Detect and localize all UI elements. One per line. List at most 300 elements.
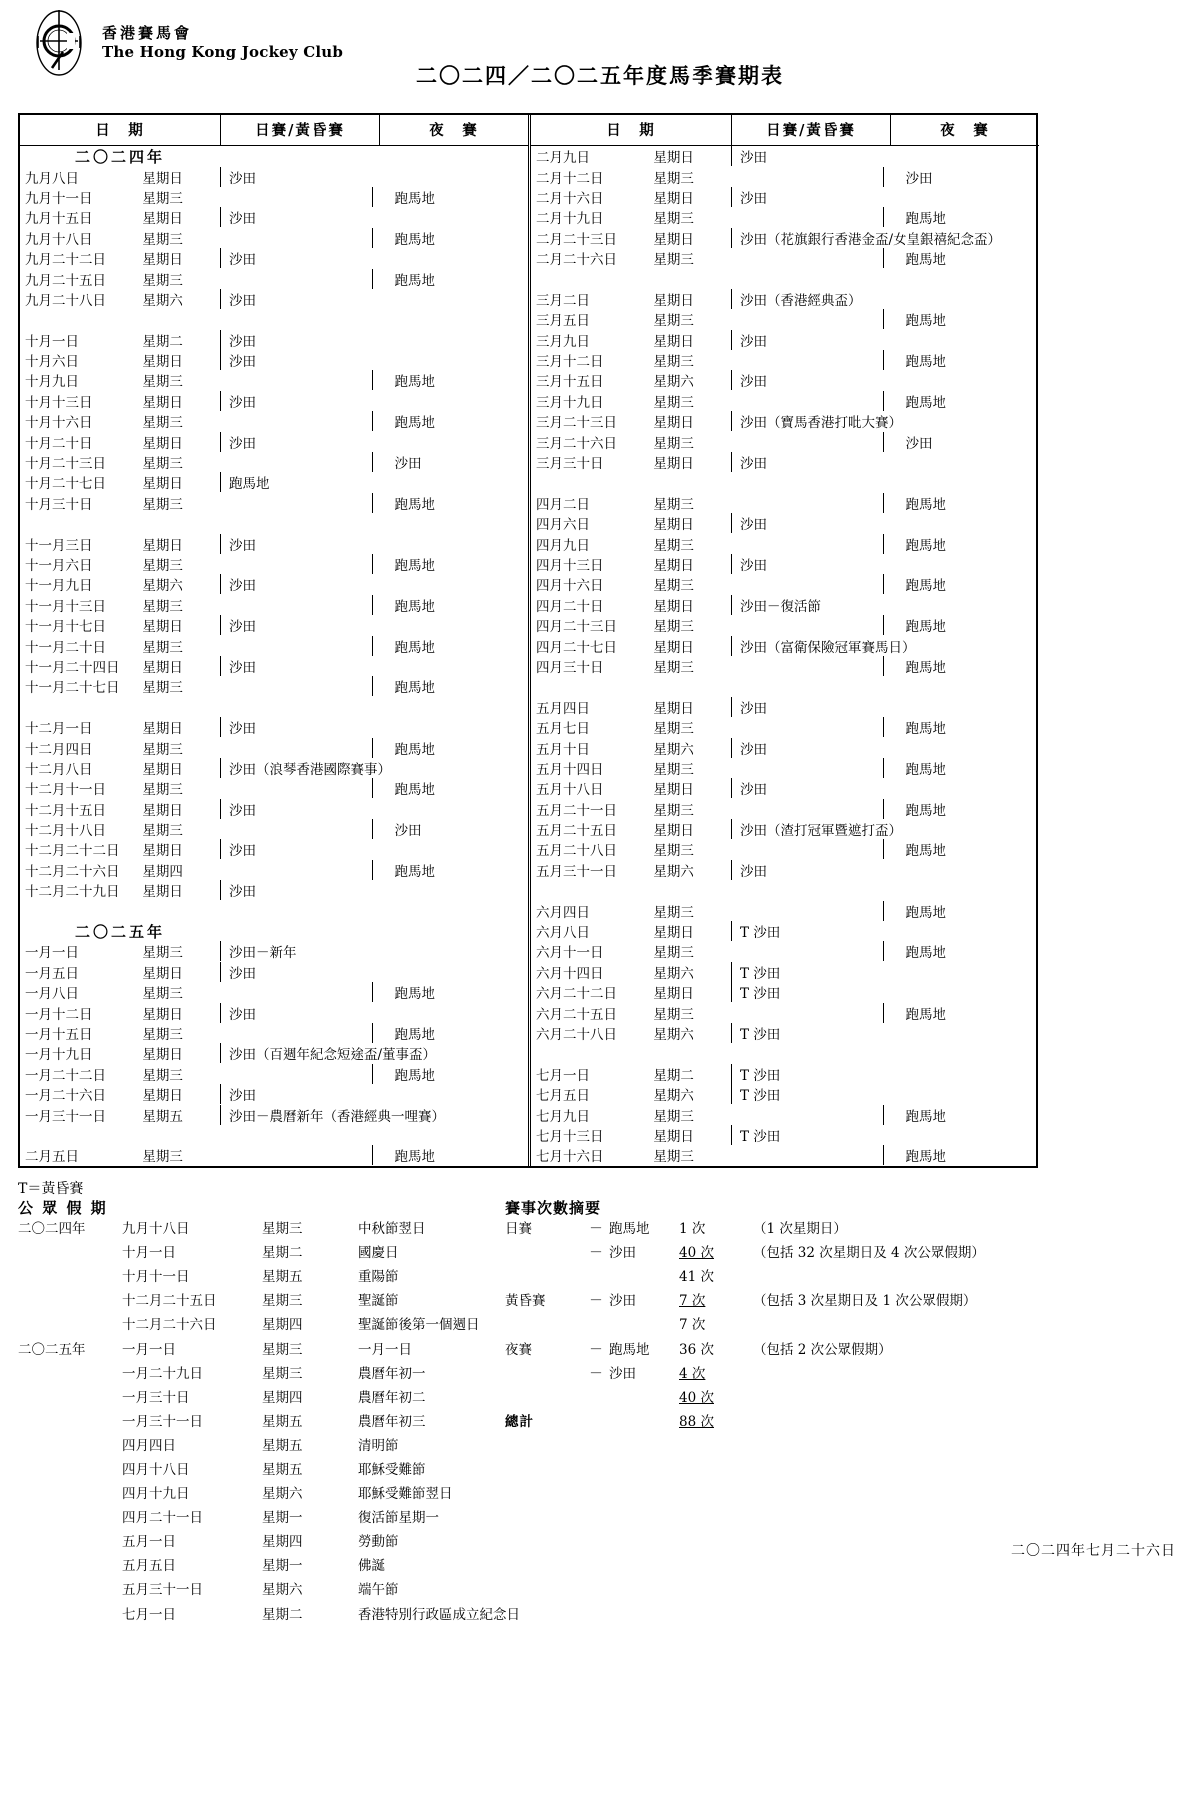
- race-day-row: [20, 289, 528, 309]
- holiday-weekday: 星期二: [262, 1606, 303, 1623]
- summary-dash: －: [589, 1221, 603, 1238]
- race-day-row: [531, 962, 1039, 982]
- summary-venue: 沙田: [609, 1245, 636, 1262]
- summary-row: [505, 1384, 985, 1408]
- race-day-row: [20, 533, 528, 553]
- summary-dash: －: [589, 1341, 603, 1358]
- summary-count: 88 次: [679, 1413, 714, 1430]
- race-date: 十月十三日: [25, 394, 93, 411]
- night-meeting-venue: 沙田: [372, 452, 528, 472]
- day-meeting-venue: 沙田－新年: [220, 941, 379, 961]
- day-meeting-venue: 沙田－復活節: [731, 595, 890, 615]
- day-meeting-venue: 沙田: [220, 1003, 379, 1023]
- race-day-row: [531, 513, 1039, 533]
- night-meeting-venue: 跑馬地: [372, 1023, 528, 1043]
- race-day-row: [531, 635, 1039, 655]
- night-meeting-venue: 沙田: [372, 819, 528, 839]
- race-weekday: 星期三: [142, 986, 183, 1003]
- holiday-weekday: 星期四: [262, 1317, 303, 1334]
- race-date: 二月五日: [25, 1149, 79, 1166]
- race-day-row: [531, 1104, 1039, 1124]
- race-weekday: 星期日: [142, 1088, 183, 1105]
- race-weekday: 星期三: [653, 394, 694, 411]
- holiday-date: 四月四日: [122, 1437, 176, 1454]
- race-day-row: [531, 1145, 1039, 1165]
- night-meeting-venue: 跑馬地: [883, 941, 1039, 961]
- race-weekday: 星期日: [653, 925, 694, 942]
- race-day-row: [531, 187, 1039, 207]
- race-date: 九月十八日: [25, 231, 93, 248]
- summary-count: 41 次: [679, 1269, 714, 1286]
- calendar-table: [18, 113, 1038, 1168]
- race-day-row: [531, 1084, 1039, 1104]
- holiday-name: 香港特別行政區成立紀念日: [358, 1606, 520, 1623]
- issue-date: 二〇二四年七月二十六日: [1011, 1543, 1176, 1559]
- summary-note: （1 次星期日）: [753, 1221, 847, 1238]
- race-day-row: [20, 493, 528, 513]
- day-meeting-venue: 沙田: [731, 187, 890, 207]
- race-day-row: [531, 839, 1039, 859]
- day-meeting-venue: 沙田: [731, 697, 890, 717]
- day-meeting-venue: 沙田－農曆新年（香港經典一哩賽）: [220, 1105, 387, 1125]
- holiday-name: 農曆年初三: [358, 1413, 426, 1430]
- race-day-row: [20, 595, 528, 615]
- race-day-row: [531, 431, 1039, 451]
- spacer-row: [20, 309, 528, 329]
- summary-venue: 沙田: [609, 1365, 636, 1382]
- race-day-row: [531, 533, 1039, 553]
- day-meeting-venue: 沙田: [731, 452, 890, 472]
- summary-label: 夜賽: [505, 1341, 532, 1358]
- race-day-row: [20, 1104, 528, 1124]
- race-weekday: 星期三: [653, 761, 694, 778]
- race-date: 七月一日: [536, 1067, 590, 1084]
- night-meeting-venue: 跑馬地: [372, 228, 528, 248]
- race-weekday: 星期日: [142, 659, 183, 676]
- race-date: 六月二十五日: [536, 1006, 617, 1023]
- night-meeting-venue: 跑馬地: [883, 656, 1039, 676]
- holiday-row: [18, 1528, 520, 1552]
- race-weekday: 星期六: [653, 1026, 694, 1043]
- night-meeting-venue: 跑馬地: [883, 758, 1039, 778]
- night-meeting-venue: 跑馬地: [372, 370, 528, 390]
- race-date: 三月十二日: [536, 354, 604, 371]
- holiday-name: 一月一日: [358, 1341, 412, 1358]
- race-weekday: 星期三: [142, 558, 183, 574]
- race-day-row: [20, 350, 528, 370]
- holiday-weekday: 星期五: [262, 1413, 303, 1430]
- race-weekday: 星期三: [142, 1067, 183, 1084]
- holiday-name: 農曆年初二: [358, 1389, 426, 1406]
- race-date: 九月十一日: [25, 190, 93, 207]
- col-header-day: 日賽/黃昏賽: [731, 115, 890, 145]
- race-weekday: 星期日: [142, 1047, 183, 1064]
- summary-note: （包括 3 次星期日及 1 次公眾假期）: [753, 1293, 977, 1310]
- holiday-date: 四月十九日: [122, 1486, 190, 1503]
- race-day-row: [20, 819, 528, 839]
- race-day-row: [20, 574, 528, 594]
- race-date: 六月二十八日: [536, 1026, 617, 1043]
- race-weekday: 星期日: [142, 354, 183, 371]
- race-weekday: 星期三: [653, 211, 694, 228]
- race-day-row: [20, 554, 528, 574]
- holiday-date: 七月一日: [122, 1606, 176, 1623]
- race-day-row: [20, 1002, 528, 1022]
- race-date: 一月二十二日: [25, 1067, 106, 1084]
- race-day-row: [531, 595, 1039, 615]
- race-weekday: 星期日: [142, 252, 183, 269]
- day-meeting-venue: 沙田: [220, 167, 379, 187]
- race-date: 十二月十一日: [25, 782, 106, 799]
- race-weekday: 星期三: [142, 456, 183, 473]
- race-weekday: 星期日: [653, 1128, 694, 1145]
- day-meeting-venue: 沙田: [220, 1084, 379, 1104]
- spacer-row: [20, 1125, 528, 1145]
- holiday-weekday: 星期三: [262, 1365, 303, 1382]
- holiday-row: [18, 1456, 520, 1480]
- race-day-row: [531, 411, 1039, 431]
- race-date: 十二月一日: [25, 721, 93, 738]
- race-date: 九月十五日: [25, 211, 93, 228]
- race-day-row: [531, 799, 1039, 819]
- holiday-name: 耶穌受難節: [358, 1461, 426, 1478]
- race-date: 三月二十六日: [536, 435, 617, 452]
- holiday-row: [18, 1504, 520, 1528]
- race-day-row: [20, 676, 528, 696]
- holiday-row: [18, 1552, 520, 1576]
- summary-count: 36 次: [679, 1341, 714, 1358]
- race-day-row: [20, 1043, 528, 1063]
- summary-row: [505, 1287, 985, 1311]
- race-date: 四月二十三日: [536, 619, 617, 636]
- night-meeting-venue: 跑馬地: [372, 860, 528, 880]
- day-meeting-venue: 沙田: [220, 615, 379, 635]
- race-weekday: 星期三: [653, 659, 694, 676]
- race-date: 五月十四日: [536, 761, 604, 778]
- race-date: 六月四日: [536, 904, 590, 921]
- holidays-title: 公 眾 假 期: [18, 1199, 108, 1217]
- holiday-name: 復活節星期一: [358, 1510, 439, 1527]
- race-day-row: [20, 656, 528, 676]
- summary-label: 總計: [505, 1413, 534, 1430]
- race-date: 五月二十五日: [536, 823, 617, 840]
- holiday-weekday: 星期二: [262, 1245, 303, 1262]
- race-day-row: [531, 309, 1039, 329]
- race-weekday: 星期日: [653, 415, 694, 432]
- race-day-row: [531, 758, 1039, 778]
- race-date: 十二月十五日: [25, 802, 106, 819]
- race-weekday: 星期日: [142, 170, 183, 187]
- race-date: 九月二十八日: [25, 292, 106, 309]
- summary-dash: －: [589, 1245, 603, 1262]
- race-day-row: [531, 819, 1039, 839]
- race-day-row: [20, 187, 528, 207]
- holiday-date: 一月三十一日: [122, 1413, 203, 1430]
- race-date: 一月八日: [25, 986, 79, 1003]
- race-weekday: 星期日: [142, 761, 183, 778]
- race-weekday: 星期日: [653, 986, 694, 1003]
- holiday-name: 耶穌受難節翌日: [358, 1486, 453, 1503]
- day-meeting-venue: 沙田: [731, 370, 890, 390]
- night-meeting-venue: 沙田: [883, 432, 1039, 452]
- race-weekday: 星期三: [653, 537, 694, 554]
- race-date: 五月二十一日: [536, 802, 617, 819]
- holiday-date: 一月一日: [122, 1341, 176, 1358]
- summary-row: [505, 1335, 985, 1359]
- night-meeting-venue: 跑馬地: [883, 839, 1039, 859]
- night-meeting-venue: 跑馬地: [372, 636, 528, 656]
- summary-title: 賽事次數摘要: [505, 1199, 602, 1217]
- day-meeting-venue: 沙田（富衛保險冠軍賽馬日）: [731, 636, 898, 656]
- holiday-row: [18, 1215, 520, 1239]
- race-day-row: [20, 1064, 528, 1084]
- holiday-name: 中秋節翌日: [358, 1221, 426, 1238]
- col-header-night: 夜 賽: [890, 115, 1039, 145]
- race-day-row: [20, 472, 528, 492]
- spacer-row: [20, 697, 528, 717]
- race-date: 四月三十日: [536, 659, 604, 676]
- race-day-row: [20, 207, 528, 227]
- race-day-row: [20, 635, 528, 655]
- race-weekday: 星期三: [653, 843, 694, 860]
- twilight-footnote: T＝黃昏賽: [18, 1181, 84, 1197]
- summary-count: 40 次: [679, 1389, 714, 1406]
- club-name-en: The Hong Kong Jockey Club: [102, 43, 344, 61]
- race-weekday: 星期三: [142, 272, 183, 289]
- night-meeting-venue: 跑馬地: [372, 595, 528, 615]
- holiday-name: 農曆年初一: [358, 1365, 426, 1382]
- race-date: 五月三十一日: [536, 863, 617, 880]
- race-day-row: [531, 1064, 1039, 1084]
- race-weekday: 星期二: [653, 1067, 694, 1084]
- summary-row: [505, 1408, 985, 1432]
- race-weekday: 星期三: [142, 823, 183, 840]
- day-meeting-venue: 沙田: [731, 554, 890, 574]
- night-meeting-venue: 跑馬地: [883, 717, 1039, 737]
- race-weekday: 星期日: [653, 823, 694, 840]
- day-meeting-venue: 沙田: [220, 330, 379, 350]
- summary-count: 7 次: [679, 1293, 706, 1310]
- race-date: 一月二十六日: [25, 1088, 106, 1105]
- race-weekday: 星期三: [653, 945, 694, 962]
- race-day-row: [531, 860, 1039, 880]
- race-day-row: [20, 860, 528, 880]
- race-weekday: 星期日: [142, 619, 183, 636]
- race-date: 五月十八日: [536, 782, 604, 799]
- race-day-row: [20, 839, 528, 859]
- year-heading-row: [20, 921, 528, 941]
- race-weekday: 星期日: [653, 333, 694, 350]
- table-header-left: [20, 115, 528, 146]
- race-day-row: [531, 452, 1039, 472]
- race-date: 十月三十日: [25, 496, 93, 513]
- holiday-row: [18, 1384, 520, 1408]
- night-meeting-venue: 跑馬地: [883, 534, 1039, 554]
- race-date: 二月十六日: [536, 190, 604, 207]
- day-meeting-venue: 沙田: [220, 717, 379, 737]
- holiday-weekday: 星期三: [262, 1341, 303, 1358]
- race-weekday: 星期三: [653, 802, 694, 819]
- summary-row: [505, 1239, 985, 1263]
- night-meeting-venue: 跑馬地: [372, 269, 528, 289]
- race-weekday: 星期六: [653, 1088, 694, 1105]
- race-day-row: [20, 1023, 528, 1043]
- holiday-date: 五月五日: [122, 1558, 176, 1575]
- race-date: 四月二日: [536, 496, 590, 513]
- race-date: 十一月九日: [25, 578, 93, 595]
- day-meeting-venue: 沙田: [220, 534, 379, 554]
- summary-note: （包括 2 次公眾假期）: [753, 1341, 892, 1358]
- summary-row: [505, 1311, 985, 1335]
- day-meeting-venue: 沙田（香港經典盃）: [731, 289, 890, 309]
- race-weekday: 星期六: [142, 292, 183, 309]
- race-date: 三月五日: [536, 313, 590, 330]
- day-meeting-venue: T 沙田: [731, 1125, 890, 1145]
- race-weekday: 星期日: [653, 700, 694, 717]
- race-date: 十月六日: [25, 354, 79, 371]
- summary-count: 40 次: [679, 1245, 714, 1262]
- race-weekday: 星期三: [653, 904, 694, 921]
- holiday-year: 二〇二五年: [18, 1341, 86, 1358]
- holiday-weekday: 星期四: [262, 1534, 303, 1551]
- race-day-row: [531, 350, 1039, 370]
- race-day-row: [20, 962, 528, 982]
- race-weekday: 星期六: [653, 965, 694, 982]
- race-date: 十月十六日: [25, 415, 93, 432]
- day-meeting-venue: 沙田（寶馬香港打吡大賽）: [731, 411, 898, 431]
- race-weekday: 星期日: [142, 394, 183, 411]
- holiday-year: 二〇二四年: [18, 1221, 86, 1238]
- holiday-row: [18, 1263, 520, 1287]
- year-heading: 二〇二五年: [74, 922, 165, 941]
- col-header-day: 日賽/黃昏賽: [220, 115, 379, 145]
- race-weekday: 星期三: [653, 578, 694, 595]
- summary-dash: －: [589, 1365, 603, 1382]
- race-date: 十月二十三日: [25, 456, 106, 473]
- page-title: 二〇二四／二〇二五年度馬季賽期表: [416, 63, 784, 88]
- race-weekday: 星期日: [653, 190, 694, 207]
- night-meeting-venue: 跑馬地: [372, 411, 528, 431]
- race-day-row: [531, 207, 1039, 227]
- holiday-date: 十月一日: [122, 1245, 176, 1262]
- holiday-weekday: 星期五: [262, 1461, 303, 1478]
- holiday-date: 一月三十日: [122, 1389, 190, 1406]
- night-meeting-venue: 跑馬地: [883, 248, 1039, 268]
- race-date: 六月十四日: [536, 965, 604, 982]
- race-weekday: 星期五: [142, 1108, 183, 1125]
- race-weekday: 星期三: [653, 252, 694, 269]
- night-meeting-venue: 跑馬地: [883, 799, 1039, 819]
- race-date: 六月八日: [536, 925, 590, 942]
- holiday-weekday: 星期一: [262, 1558, 303, 1575]
- race-date: 十二月八日: [25, 761, 93, 778]
- race-date: 十一月二十日: [25, 639, 106, 656]
- day-meeting-venue: 沙田: [220, 248, 379, 268]
- race-date: 七月九日: [536, 1108, 590, 1125]
- race-weekday: 星期三: [142, 374, 183, 391]
- table-header-right: [531, 115, 1039, 146]
- night-meeting-venue: 跑馬地: [372, 1064, 528, 1084]
- holiday-name: 聖誕節後第一個週日: [358, 1317, 480, 1334]
- race-weekday: 星期六: [142, 578, 183, 595]
- race-date: 二月十二日: [536, 170, 604, 187]
- race-date: 十二月十八日: [25, 823, 106, 840]
- holiday-name: 佛誕: [358, 1558, 385, 1575]
- race-weekday: 星期三: [142, 190, 183, 207]
- race-weekday: 星期三: [653, 435, 694, 452]
- spacer-row: [20, 900, 528, 920]
- race-date: 四月六日: [536, 517, 590, 534]
- day-meeting-venue: 沙田: [220, 350, 379, 370]
- holiday-name: 清明節: [358, 1437, 399, 1454]
- race-weekday: 星期日: [653, 150, 694, 167]
- race-date: 三月二十三日: [536, 415, 617, 432]
- holiday-date: 五月一日: [122, 1534, 176, 1551]
- holiday-row: [18, 1601, 520, 1625]
- race-weekday: 星期三: [142, 639, 183, 656]
- day-meeting-venue: 沙田: [731, 513, 890, 533]
- holiday-name: 國慶日: [358, 1245, 399, 1262]
- race-weekday: 星期三: [653, 721, 694, 738]
- race-weekday: 星期日: [142, 435, 183, 452]
- race-day-row: [531, 982, 1039, 1002]
- race-weekday: 星期三: [142, 945, 183, 962]
- race-day-row: [20, 941, 528, 961]
- holiday-weekday: 星期四: [262, 1389, 303, 1406]
- spacer-row: [531, 472, 1039, 492]
- race-weekday: 星期三: [653, 1149, 694, 1166]
- day-meeting-venue: T 沙田: [731, 962, 890, 982]
- night-meeting-venue: 跑馬地: [883, 615, 1039, 635]
- race-day-row: [20, 370, 528, 390]
- race-day-row: [531, 941, 1039, 961]
- public-holidays-list: [18, 1215, 520, 1625]
- race-date: 三月三十日: [536, 456, 604, 473]
- holiday-name: 勞動節: [358, 1534, 399, 1551]
- holiday-name: 聖誕節: [358, 1293, 399, 1310]
- holiday-date: 十月十一日: [122, 1269, 190, 1286]
- holiday-weekday: 星期五: [262, 1269, 303, 1286]
- day-meeting-venue: 沙田: [220, 880, 379, 900]
- race-weekday: 星期日: [142, 476, 183, 493]
- race-weekday: 星期三: [142, 231, 183, 248]
- race-day-row: [531, 370, 1039, 390]
- day-meeting-venue: 沙田: [731, 146, 890, 166]
- holiday-date: 十二月二十六日: [122, 1317, 217, 1334]
- night-meeting-venue: 跑馬地: [883, 574, 1039, 594]
- race-day-row: [531, 717, 1039, 737]
- day-meeting-venue: 沙田: [220, 289, 379, 309]
- spacer-row: [531, 1043, 1039, 1063]
- race-date: 三月十九日: [536, 394, 604, 411]
- race-weekday: 星期日: [142, 721, 183, 738]
- race-weekday: 星期日: [142, 211, 183, 228]
- race-date: 一月十九日: [25, 1047, 93, 1064]
- year-heading: 二〇二四年: [74, 147, 165, 166]
- race-day-row: [20, 737, 528, 757]
- race-weekday: 星期日: [653, 292, 694, 309]
- day-meeting-venue: 沙田（浪琴香港國際賽事）: [220, 758, 387, 778]
- race-day-row: [20, 268, 528, 288]
- race-date: 七月五日: [536, 1088, 590, 1105]
- race-weekday: 星期三: [653, 619, 694, 636]
- race-day-row: [531, 615, 1039, 635]
- race-day-row: [531, 228, 1039, 248]
- race-day-row: [531, 166, 1039, 186]
- race-date: 五月二十八日: [536, 843, 617, 860]
- race-day-row: [531, 146, 1039, 166]
- race-date: 四月十三日: [536, 558, 604, 574]
